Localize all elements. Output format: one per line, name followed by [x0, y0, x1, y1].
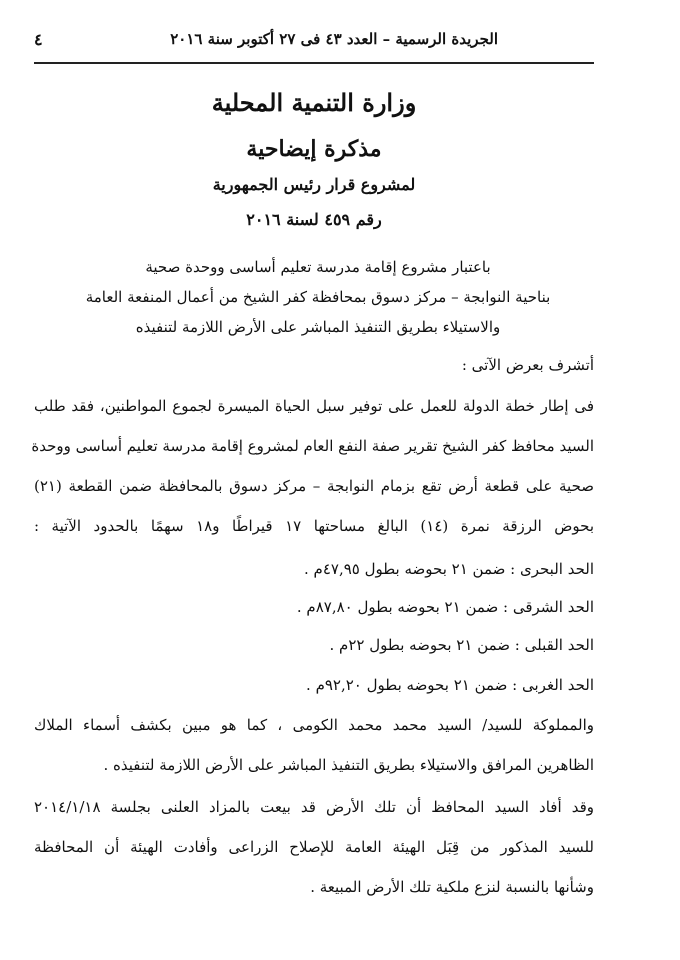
paragraph-line: وشأنها بالنسبة لنزع ملكية تلك الأرض المبيعة . [310, 878, 594, 896]
paragraph-line: صحية على قطعة أرض تقع بزمام النوابجة – مركز دسوق بالمحافظة ضمن القطعة (٢١) [34, 477, 594, 495]
page-header [34, 30, 594, 56]
paragraph-line: السيد محافظ كفر الشيخ تقرير صفة النفع العام لمشروع إقامة مدرسة تعليم أساسى ووحدة [31, 437, 594, 455]
subject-line: والاستيلاء بطريق التنفيذ المباشر على الأرض اللازمة لتنفيذه [135, 318, 501, 336]
boundary-west: الحد الغربى : ضمن ٢١ بحوضه بطول ٩٢,٢٠م . [306, 676, 594, 694]
decree-subtitle: لمشروع قرار رئيس الجمهورية [212, 175, 416, 194]
paragraph-line: فى إطار خطة الدولة للعمل على توفير سبل الحياة الميسرة لجموع المواطنين، فقد طلب [34, 397, 594, 415]
subject-line: بناحية النوابجة – مركز دسوق بمحافظة كفر الشيخ من أعمال المنفعة العامة [85, 288, 551, 306]
paragraph-line: وقد أفاد السيد المحافظ أن تلك الأرض قد بيعت بالمزاد العلنى بجلسة ٢٠١٤/١/١٨ [34, 798, 594, 816]
decree-number: رقم ٤٥٩ لسنة ٢٠١٦ [246, 210, 382, 229]
paragraph-line: والمملوكة للسيد/ السيد محمد محمد الكومى ، كما هو مبين بكشف أسماء الملاك [34, 716, 594, 734]
header-rule [34, 62, 594, 64]
ministry-heading: وزارة التنمية المحلية [211, 88, 417, 117]
memo-title: مذكرة إيضاحية [246, 136, 382, 162]
intro-line: أتشرف بعرض الآتى : [461, 356, 594, 374]
boundary-south: الحد القبلى : ضمن ٢١ بحوضه بطول ٢٢م . [329, 636, 594, 654]
boundary-east: الحد الشرقى : ضمن ٢١ بحوضه بطول ٨٧,٨٠م . [296, 598, 594, 616]
paragraph-line: بحوض الرزقة نمرة (١٤) البالغ مساحتها ١٧ قيراطًا و١٨ سهمًا بالحدود الآتية : [34, 517, 594, 535]
document-page [31, 0, 594, 960]
paragraph-line: للسيد المذكور من قِبَل الهيئة العامة للإصلاح الزراعى وأفادت الهيئة أن المحافظة [34, 838, 594, 856]
boundary-north: الحد البحرى : ضمن ٢١ بحوضه بطول ٤٧,٩٥م . [304, 560, 594, 578]
subject-line: باعتبار مشروع إقامة مدرسة تعليم أساسى ووحدة صحية [145, 258, 491, 276]
running-title: الجريدة الرسمية – العدد ٤٣ فى ٢٧ أكتوبر سنة ٢٠١٦ [170, 30, 498, 48]
subject-block [62, 252, 574, 342]
paragraph-line: الظاهرين المرافق والاستيلاء بطريق التنفيذ المباشر على الأرض اللازمة لتنفيذه . [103, 756, 594, 774]
page-number: ٤ [34, 30, 43, 49]
